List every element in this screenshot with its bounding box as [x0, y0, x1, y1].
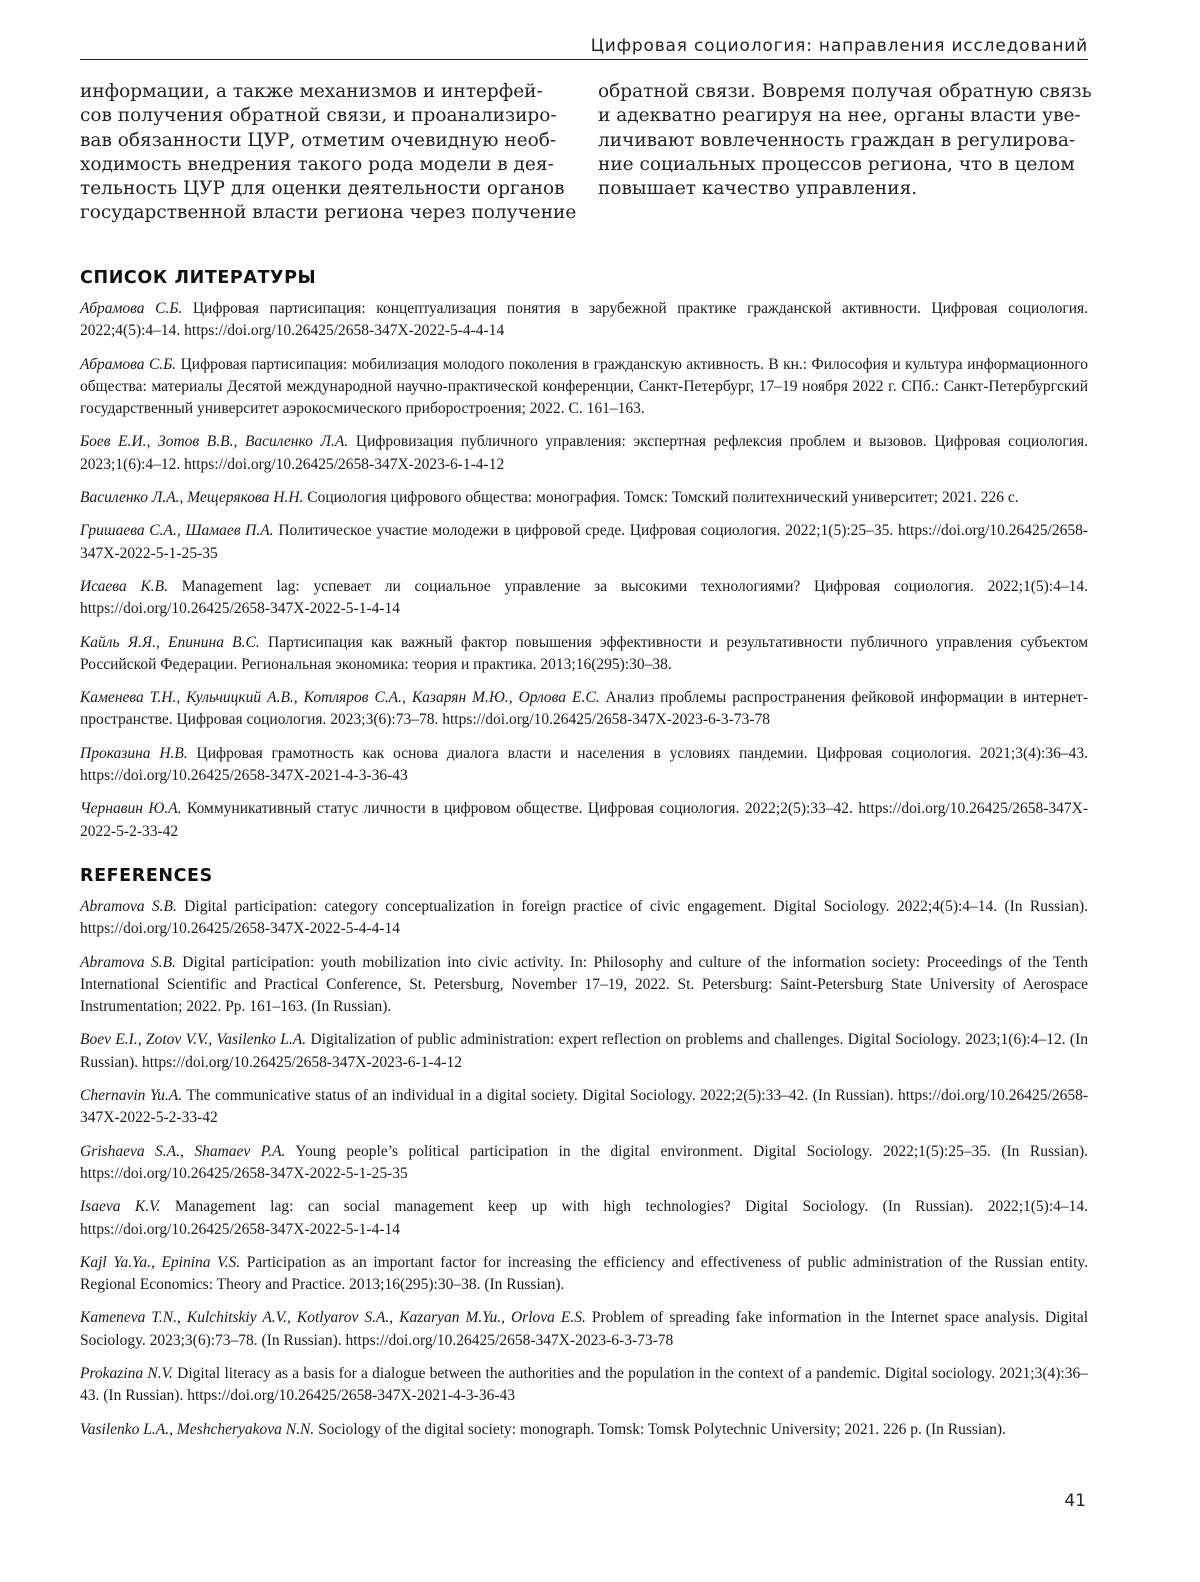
- reference-entry: [80, 1419, 1088, 1441]
- reference-authors: Boev E.I., Zotov V.V., Vasilenko L.A.: [80, 1031, 307, 1049]
- reference-text: Digital literacy as a basis for a dialogue between the authorities and the population in the context of a pandemic. Digital sociology. 2021;3(4):36–43. (In Russian). https://doi.org/10.26425/2658-347X-2021-4-3-36-43: [80, 1365, 1088, 1405]
- reference-text: Digital participation: category conceptualization in foreign practice of civic engagement. Digital Sociology. 2022;4(5):4–14. (In Russian). https://doi.org/10.26425/2658-347X-2022-5-4-4-14: [80, 898, 1089, 938]
- reference-text: Политическое участие молодежи в цифровой среде. Цифровая социология. 2022;1(5):25–35. https://doi.org/10.26425/2658-347X-2022-5-1-25-35: [80, 522, 1088, 562]
- right-column: [598, 80, 1092, 226]
- reference-entry: [80, 1029, 1088, 1074]
- reference-authors: Абрамова С.Б.: [80, 355, 177, 373]
- section-heading: СПИСОК ЛИТЕРАТУРЫ: [80, 268, 317, 288]
- reference-authors: Гришаева С.А., Шамаев П.А.: [80, 522, 274, 540]
- reference-authors: Каменева Т.Н., Кульчицкий А.В., Котляров С.А., Казарян М.Ю., Орлова Е.С.: [80, 689, 600, 707]
- reference-entry: [80, 1196, 1088, 1241]
- reference-entry: [80, 1252, 1088, 1297]
- body-line: личивают вовлеченность граждан в регулирова-: [598, 129, 1076, 151]
- reference-text: Коммуникативный статус личности в цифровом обществе. Цифровая социология. 2022;2(5):33–42. https://doi.org/10.26425/2658-347X-2022-5-2-33-42: [80, 800, 1088, 840]
- reference-authors: Kajl Ya.Ya., Epinina V.S.: [80, 1253, 241, 1271]
- reference-entry: [80, 520, 1088, 565]
- reference-text: Problem of spreading fake information in the Internet space analysis. Digital Sociology. 2023;3(6):73–78. (In Russian). https://doi.org/10.26425/2658-347X-2023-6-3-73-78: [80, 1309, 1088, 1349]
- reference-text: Digital participation: youth mobilization into civic activity. In: Philosophy and culture of the information society: Proceedings of the Tenth International Scientific and Practical Conference, St. Petersburg, November 17–19, 2022. St. Petersburg: Saint-Petersburg State University of Aerospace Instrumentation; 2022. Pp. 161–163. (In Russian).: [80, 953, 1088, 1016]
- journal-section-title: Цифровая социология: направления исследований: [590, 36, 1088, 56]
- body-line: сов получения обратной связи, и проанализиро-: [80, 105, 557, 127]
- reference-entry: [80, 1085, 1088, 1130]
- reference-authors: Isaeva K.V.: [80, 1198, 161, 1216]
- reference-authors: Prokazina N.V.: [80, 1365, 173, 1383]
- reference-entry: [80, 1307, 1088, 1352]
- left-column: [80, 80, 577, 226]
- reference-authors: Кайль Я.Я., Епинина В.С.: [80, 633, 260, 651]
- body-text-columns: [80, 80, 1092, 226]
- reference-authors: Проказина Н.В.: [80, 744, 188, 762]
- running-header: [80, 36, 1088, 60]
- reference-text: Цифровая партисипация: концептуализация понятия в зарубежной практике гражданской активности. Цифровая социология. 2022;4(5):4–14. https://doi.org/10.26425/2658-347X-2022-5-4-4-14: [80, 300, 1088, 340]
- reference-text: Management lag: успевает ли социальное управление за высокими технологиями? Цифровая социология. 2022;1(5):4–14. https://doi.org/10.26425/2658-347X-2022-5-1-4-14: [80, 577, 1088, 618]
- reference-text: Анализ проблемы распространения фейковой информации в интернет-пространстве. Цифровая социология. 2023;3(6):73–78. https://doi.org/10.26425/2658-347X-2023-6-3-73-78: [80, 689, 1088, 729]
- reference-text: Цифровая партисипация: мобилизация молодого поколения в гражданскую активность. В кн.: Философия и культура информационного общества: материалы Десятой международной научно-практической конференции, Санкт-Петербург, 17–19 ноября 2022 г. СПб.: Санкт-Петербургский государственный университет аэрокосмического приборостроения; 2022. С. 161–163.: [80, 355, 1088, 418]
- section-heading: REFERENCES: [80, 866, 213, 886]
- reference-authors: Чернавин Ю.А.: [80, 800, 182, 818]
- reference-entry: [80, 1141, 1088, 1186]
- reference-authors: Василенко Л.А., Мещерякова Н.Н.: [80, 489, 304, 507]
- reference-entry: [80, 576, 1088, 621]
- reference-entry: [80, 952, 1088, 1019]
- reference-authors: Исаева К.В.: [80, 577, 168, 595]
- body-line: повышает качество управления.: [598, 178, 918, 200]
- reference-entry: [80, 298, 1088, 343]
- body-line: ние социальных процессов региона, что в целом: [598, 153, 1075, 175]
- reference-entry: [80, 798, 1088, 843]
- body-line: информации, а также механизмов и интерфей-: [80, 81, 543, 102]
- body-line: вав обязанности ЦУР, отметим очевидную необ-: [80, 129, 557, 151]
- reference-authors: Абрамова С.Б.: [80, 300, 183, 317]
- reference-text: Социология цифрового общества: монография. Томск: Томский политехнический университет; 2021. 226 с.: [303, 489, 1019, 507]
- reference-authors: Abramova S.B.: [80, 898, 177, 915]
- body-line: обратной связи. Вовремя получая обратную связь: [598, 81, 1092, 102]
- reference-text: Sociology of the digital society: monograph. Tomsk: Tomsk Polytechnic University; 2021. 226 p. (In Russian).: [314, 1420, 1006, 1438]
- reference-entry: [80, 354, 1088, 421]
- reference-authors: Chernavin Yu.A.: [80, 1087, 183, 1105]
- reference-text: Young people’s political participation in the digital environment. Digital Sociology. 2022;1(5):25–35. (In Russian). https://doi.org/10.26425/2658-347X-2022-5-1-25-35: [80, 1142, 1088, 1182]
- reference-text: Management lag: can social management keep up with high technologies? Digital Sociology. (In Russian). 2022;1(5):4–14. https://doi.org/10.26425/2658-347X-2022-5-1-4-14: [80, 1198, 1089, 1238]
- reference-authors: Vasilenko L.A., Meshcheryakova N.N.: [80, 1420, 315, 1438]
- reference-entry: [80, 687, 1088, 732]
- body-line: ходимость внедрения такого рода модели в дея-: [80, 153, 554, 175]
- reference-entry: [80, 431, 1088, 476]
- reference-text: Партисипация как важный фактор повышения эффективности и результативности публичного управления субъектом Российской Федерации. Региональная экономика: теория и практика. 2013;16(295):30–38.: [80, 633, 1088, 673]
- reference-text: Цифровизация публичного управления: экспертная рефлексия проблем и вызовов. Цифровая социология. 2023;1(6):4–12. https://doi.org/10.26425/2658-347X-2023-6-1-4-12: [80, 433, 1088, 473]
- reference-authors: Kameneva T.N., Kulchitskiy A.V., Kotlyarov S.A., Kazaryan M.Yu., Orlova E.S.: [80, 1309, 586, 1327]
- english-references-section: [80, 866, 1088, 1452]
- reference-text: Participation as an important factor for increasing the efficiency and effectiveness of public administration of the Russian entity. Regional Economics: Theory and Practice. 2013;16(295):30–38. (In Russian).: [80, 1253, 1088, 1294]
- reference-authors: Боев Е.И., Зотов В.В., Василенко Л.А.: [80, 433, 349, 451]
- reference-authors: Abramova S.B.: [80, 953, 176, 971]
- reference-text: Цифровая грамотность как основа диалога власти и населения в условиях пандемии. Цифровая социология. 2021;3(4):36–43. https://doi.org/10.26425/2658-347X-2021-4-3-36-43: [80, 744, 1088, 785]
- body-line: государственной власти региона через получение: [80, 202, 577, 224]
- reference-entry: [80, 632, 1088, 677]
- reference-entry: [80, 1363, 1088, 1408]
- body-line: тельность ЦУР для оценки деятельности органов: [80, 178, 565, 200]
- page-number: 41: [1064, 1491, 1086, 1511]
- reference-text: The communicative status of an individual in a digital society. Digital Sociology. 2022;2(5):33–42. (In Russian). https://doi.org/10.26425/2658-347X-2022-5-2-33-42: [80, 1087, 1089, 1127]
- reference-text: Digitalization of public administration: expert reflection on problems and challenges. Digital Sociology. 2023;1(6):4–12. (In Russian). https://doi.org/10.26425/2658-347X-2023-6-1-4-12: [80, 1031, 1088, 1071]
- reference-authors: Grishaeva S.A., Shamaev P.A.: [80, 1142, 286, 1160]
- reference-entry: [80, 487, 1088, 509]
- reference-entry: [80, 896, 1088, 941]
- body-line: и адекватно реагируя на нее, органы власти уве-: [598, 105, 1081, 127]
- russian-references-section: [80, 268, 1088, 854]
- reference-entry: [80, 743, 1088, 788]
